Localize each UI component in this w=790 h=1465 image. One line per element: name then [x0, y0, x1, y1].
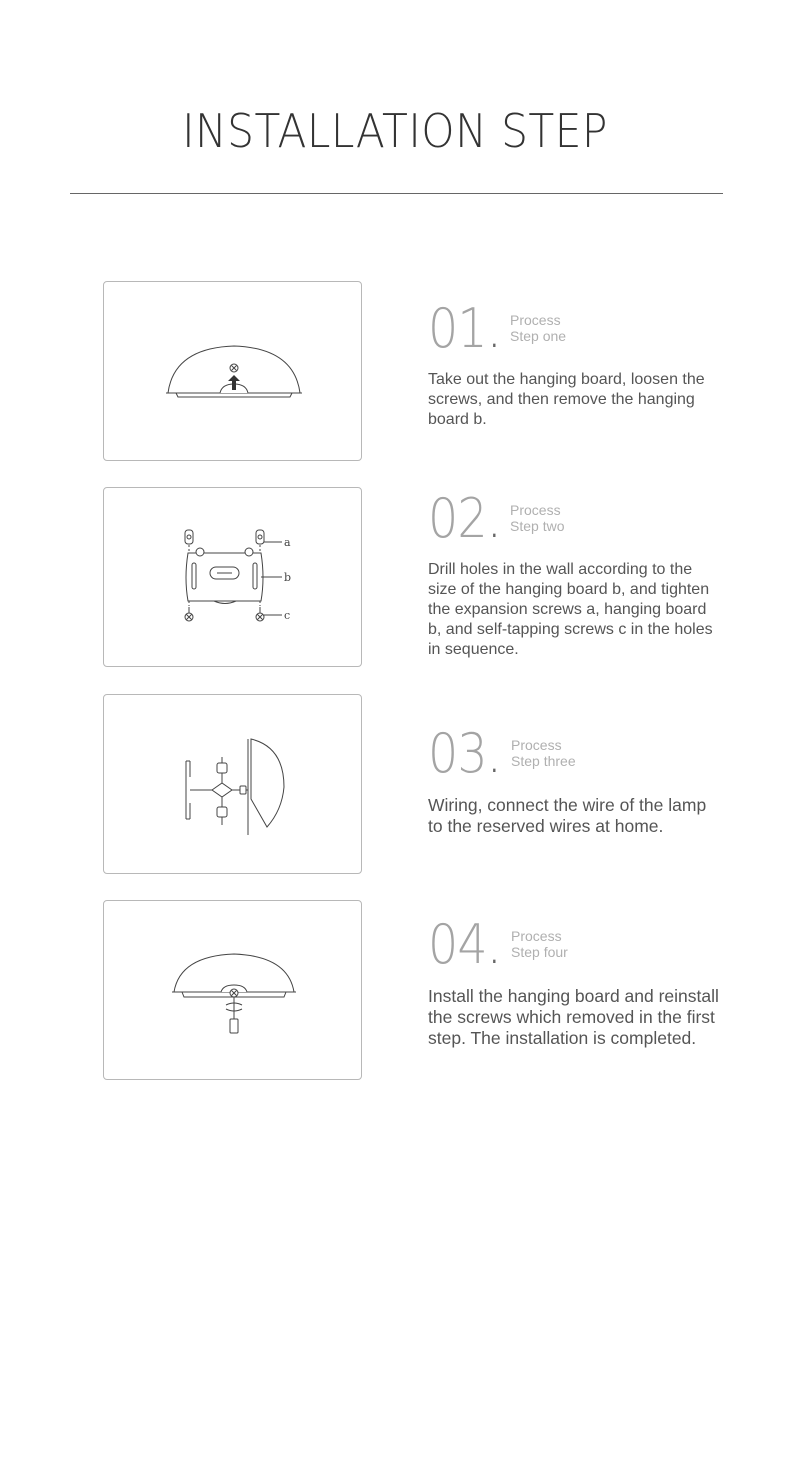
step-label: Step three	[511, 753, 576, 769]
process-label: Process	[511, 928, 562, 944]
step-labels	[510, 502, 564, 534]
step-3-illustration	[103, 694, 362, 874]
step-4-illustration	[103, 900, 362, 1080]
step-2	[428, 487, 728, 660]
diagram-label-a: a	[284, 536, 291, 549]
step-number: 01.	[428, 297, 501, 360]
process-label: Process	[510, 312, 561, 328]
step-description: Drill holes in the wall according to the size of the hanging board b, and tighten the expansion screws a, hanging board b, and self-tapping screws c in the holes in sequence.	[428, 561, 713, 658]
diagram-label-b: b	[284, 571, 292, 584]
wiring-diagram	[104, 695, 363, 875]
step-1	[428, 297, 728, 430]
step-number: 04.	[428, 913, 501, 976]
page-title: INSTALLATION STEP	[182, 104, 608, 158]
step-1-illustration	[103, 281, 362, 461]
wall-mounting-diagram	[104, 488, 363, 668]
step-label: Step four	[511, 944, 568, 960]
step-description: Wiring, connect the wire of the lamp to the reserved wires at home.	[428, 795, 707, 836]
step-number: 02.	[428, 487, 501, 550]
step-2-illustration	[103, 487, 362, 667]
step-description: Take out the hanging board, loosen the screws, and then remove the hanging board b.	[428, 371, 705, 428]
reinstall-diagram	[104, 901, 363, 1081]
process-label: Process	[510, 502, 561, 518]
step-description: Install the hanging board and reinstall the screws which removed in the first step. The installation is completed.	[428, 986, 719, 1048]
step-label: Step one	[510, 328, 567, 344]
step-labels	[510, 312, 566, 344]
step-4	[428, 913, 728, 1049]
step-label: Step two	[510, 518, 565, 534]
step-labels	[511, 737, 576, 769]
step-labels	[511, 928, 568, 960]
title-divider	[70, 193, 723, 194]
diagram-label-c: c	[284, 609, 291, 622]
step-3	[428, 722, 728, 837]
lamp-removal-diagram	[104, 282, 363, 462]
process-label: Process	[511, 737, 562, 753]
step-number: 03.	[428, 722, 501, 785]
